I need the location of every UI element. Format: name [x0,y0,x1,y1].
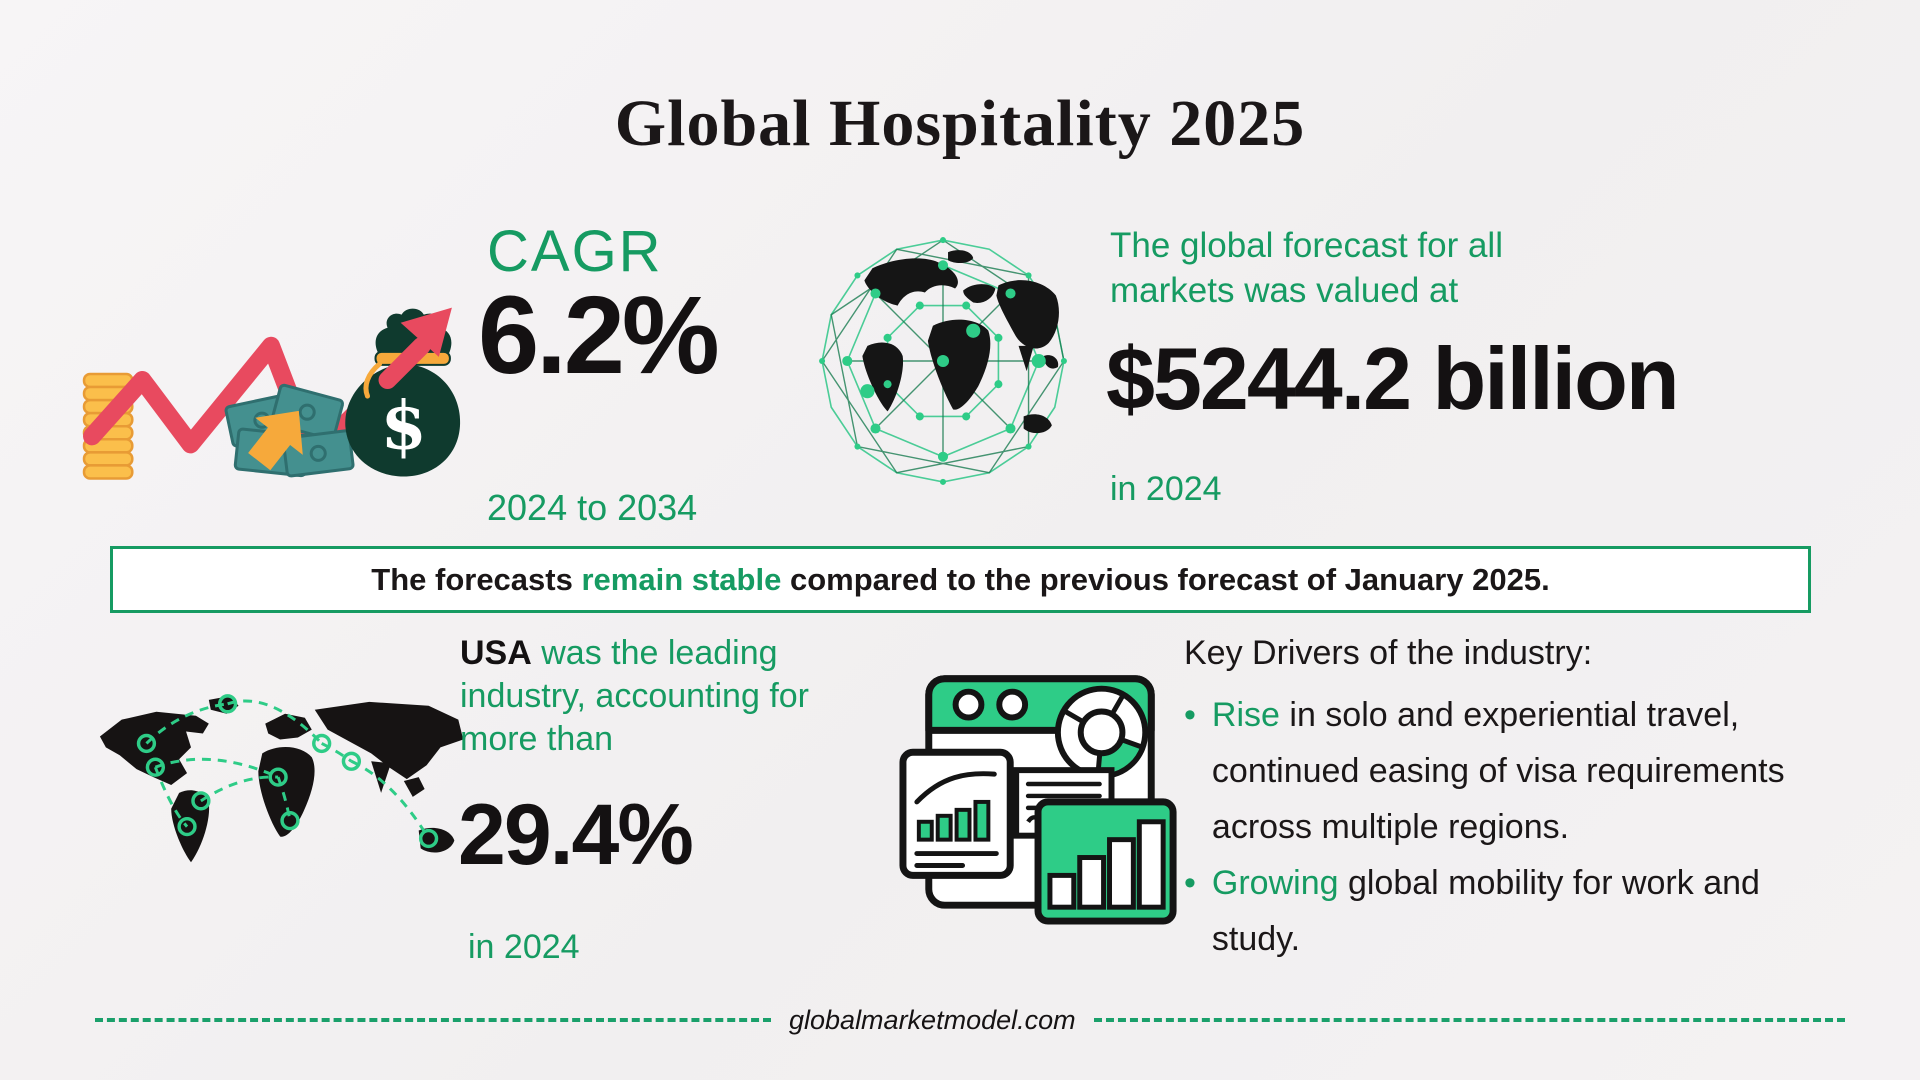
market-value: $5244.2 billion [1106,329,1678,428]
driver-highlight: Rise [1211,696,1280,734]
cagr-label: CAGR [487,219,663,284]
money-growth-arrow-icon [78,283,470,480]
driver-text: global mobility for work and study. [1211,864,1760,959]
cagr-value: 6.2% [478,274,717,397]
list-item [1184,687,1802,855]
world-map-routes-icon [92,680,488,892]
usa-country: USA [460,634,532,672]
key-drivers-heading: Key Drivers of the industry: [1184,634,1593,672]
key-drivers-section [1184,634,1802,967]
market-intro [1110,224,1503,314]
market-intro-line2: markets was valued at [1110,270,1459,310]
footer-website: globalmarketmodel.com [789,1004,1076,1035]
driver-highlight: Growing [1211,864,1339,903]
banner-prefix: The forecasts [371,561,582,597]
svg-text:$: $ [380,386,427,465]
footer-dash-right [1094,1018,1845,1022]
market-intro-line1: The global forecast for all [1110,226,1503,265]
analytics-dashboard-icon [895,645,1187,933]
driver-text: in solo and experiential travel, continued easing of visa requirements across multiple regions. [1211,696,1785,847]
forecast-banner [110,546,1811,613]
footer-dash-left [95,1018,771,1022]
footer [95,1002,1845,1038]
list-item [1184,855,1802,967]
usa-description-text: was the leading industry, accounting for more than [460,634,809,759]
cagr-period: 2024 to 2034 [487,487,698,528]
key-drivers-list [1184,687,1802,967]
banner-highlight: remain stable [581,561,782,597]
usa-description [460,632,852,762]
network-globe-icon [812,230,1074,492]
usa-share-value: 29.4% [458,787,692,883]
page-title: Global Hospitality 2025 [614,87,1306,160]
banner-suffix: compared to the previous forecast of January 2025. [781,561,1550,597]
market-year: in 2024 [1110,470,1222,508]
usa-year: in 2024 [468,928,580,966]
